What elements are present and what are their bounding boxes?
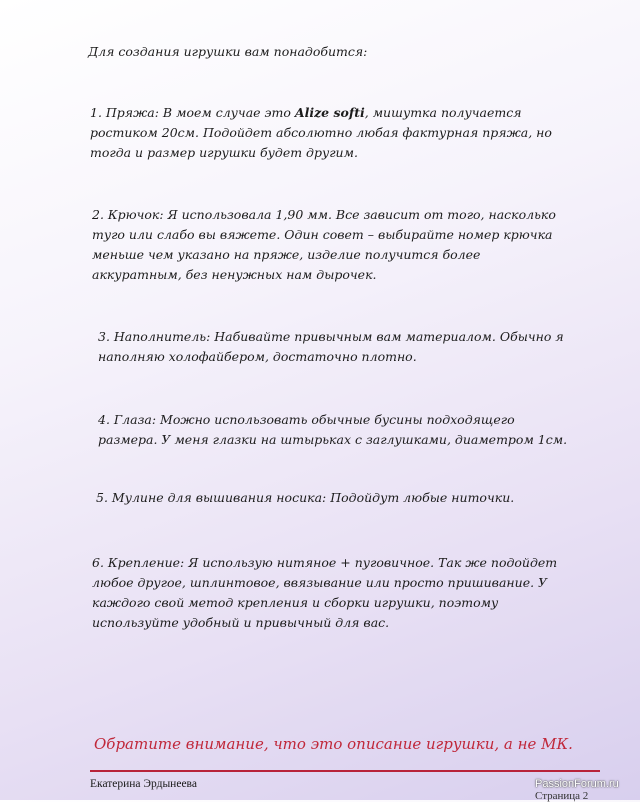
item-embroidery-thread: 5. Мулине для вышивания носика: Подойдут любые ниточки. xyxy=(96,490,515,505)
item-hook: 2. Крючок: Я использовала 1,90 мм. Все зависит от того, насколько туго или слабо вы вяжете. Один совет – выбирайте номер крючка меньше чем указано на пряже, изделие получится более аккуратным, без ненужных нам дырочек. xyxy=(92,207,556,282)
notice-text: Обратите внимание, что это описание игрушки, а не МК. xyxy=(94,735,573,753)
yarn-brand: Alize softi xyxy=(294,105,365,120)
intro-heading: Для создания игрушки вам понадобится: xyxy=(88,44,368,59)
footer-divider xyxy=(90,770,600,772)
item-yarn xyxy=(90,103,560,163)
site-watermark: PassionForum.ru xyxy=(535,778,619,790)
item-eyes: 4. Глаза: Можно использовать обычные бусины подходящего размера. У меня глазки на штырьках с заглушками, диаметром 1см. xyxy=(98,412,568,447)
item-yarn-text-before: 1. Пряжа: В моем случае это xyxy=(90,105,295,120)
item-yarn-text-after: , мишутка получается ростиком 20см. Подойдет абсолютно любая фактурная пряжа, но тогда и размер игрушки будет другим. xyxy=(90,105,552,160)
page-number: Страница 2 xyxy=(535,790,589,802)
item-fastening: 6. Крепление: Я использую нитяное + пуговичное. Так же подойдет любое другое, шплинтовое, ввязывание или просто пришивание. У каждого свой метод крепления и сборки игрушки, поэтому используйте удобный и привычный для вас. xyxy=(92,555,558,630)
author-name: Екатерина Эрдынеева xyxy=(90,778,197,790)
item-filler: 3. Наполнитель: Набивайте привычным вам материалом. Обычно я наполняю холофайбером, достаточно плотно. xyxy=(98,329,564,364)
